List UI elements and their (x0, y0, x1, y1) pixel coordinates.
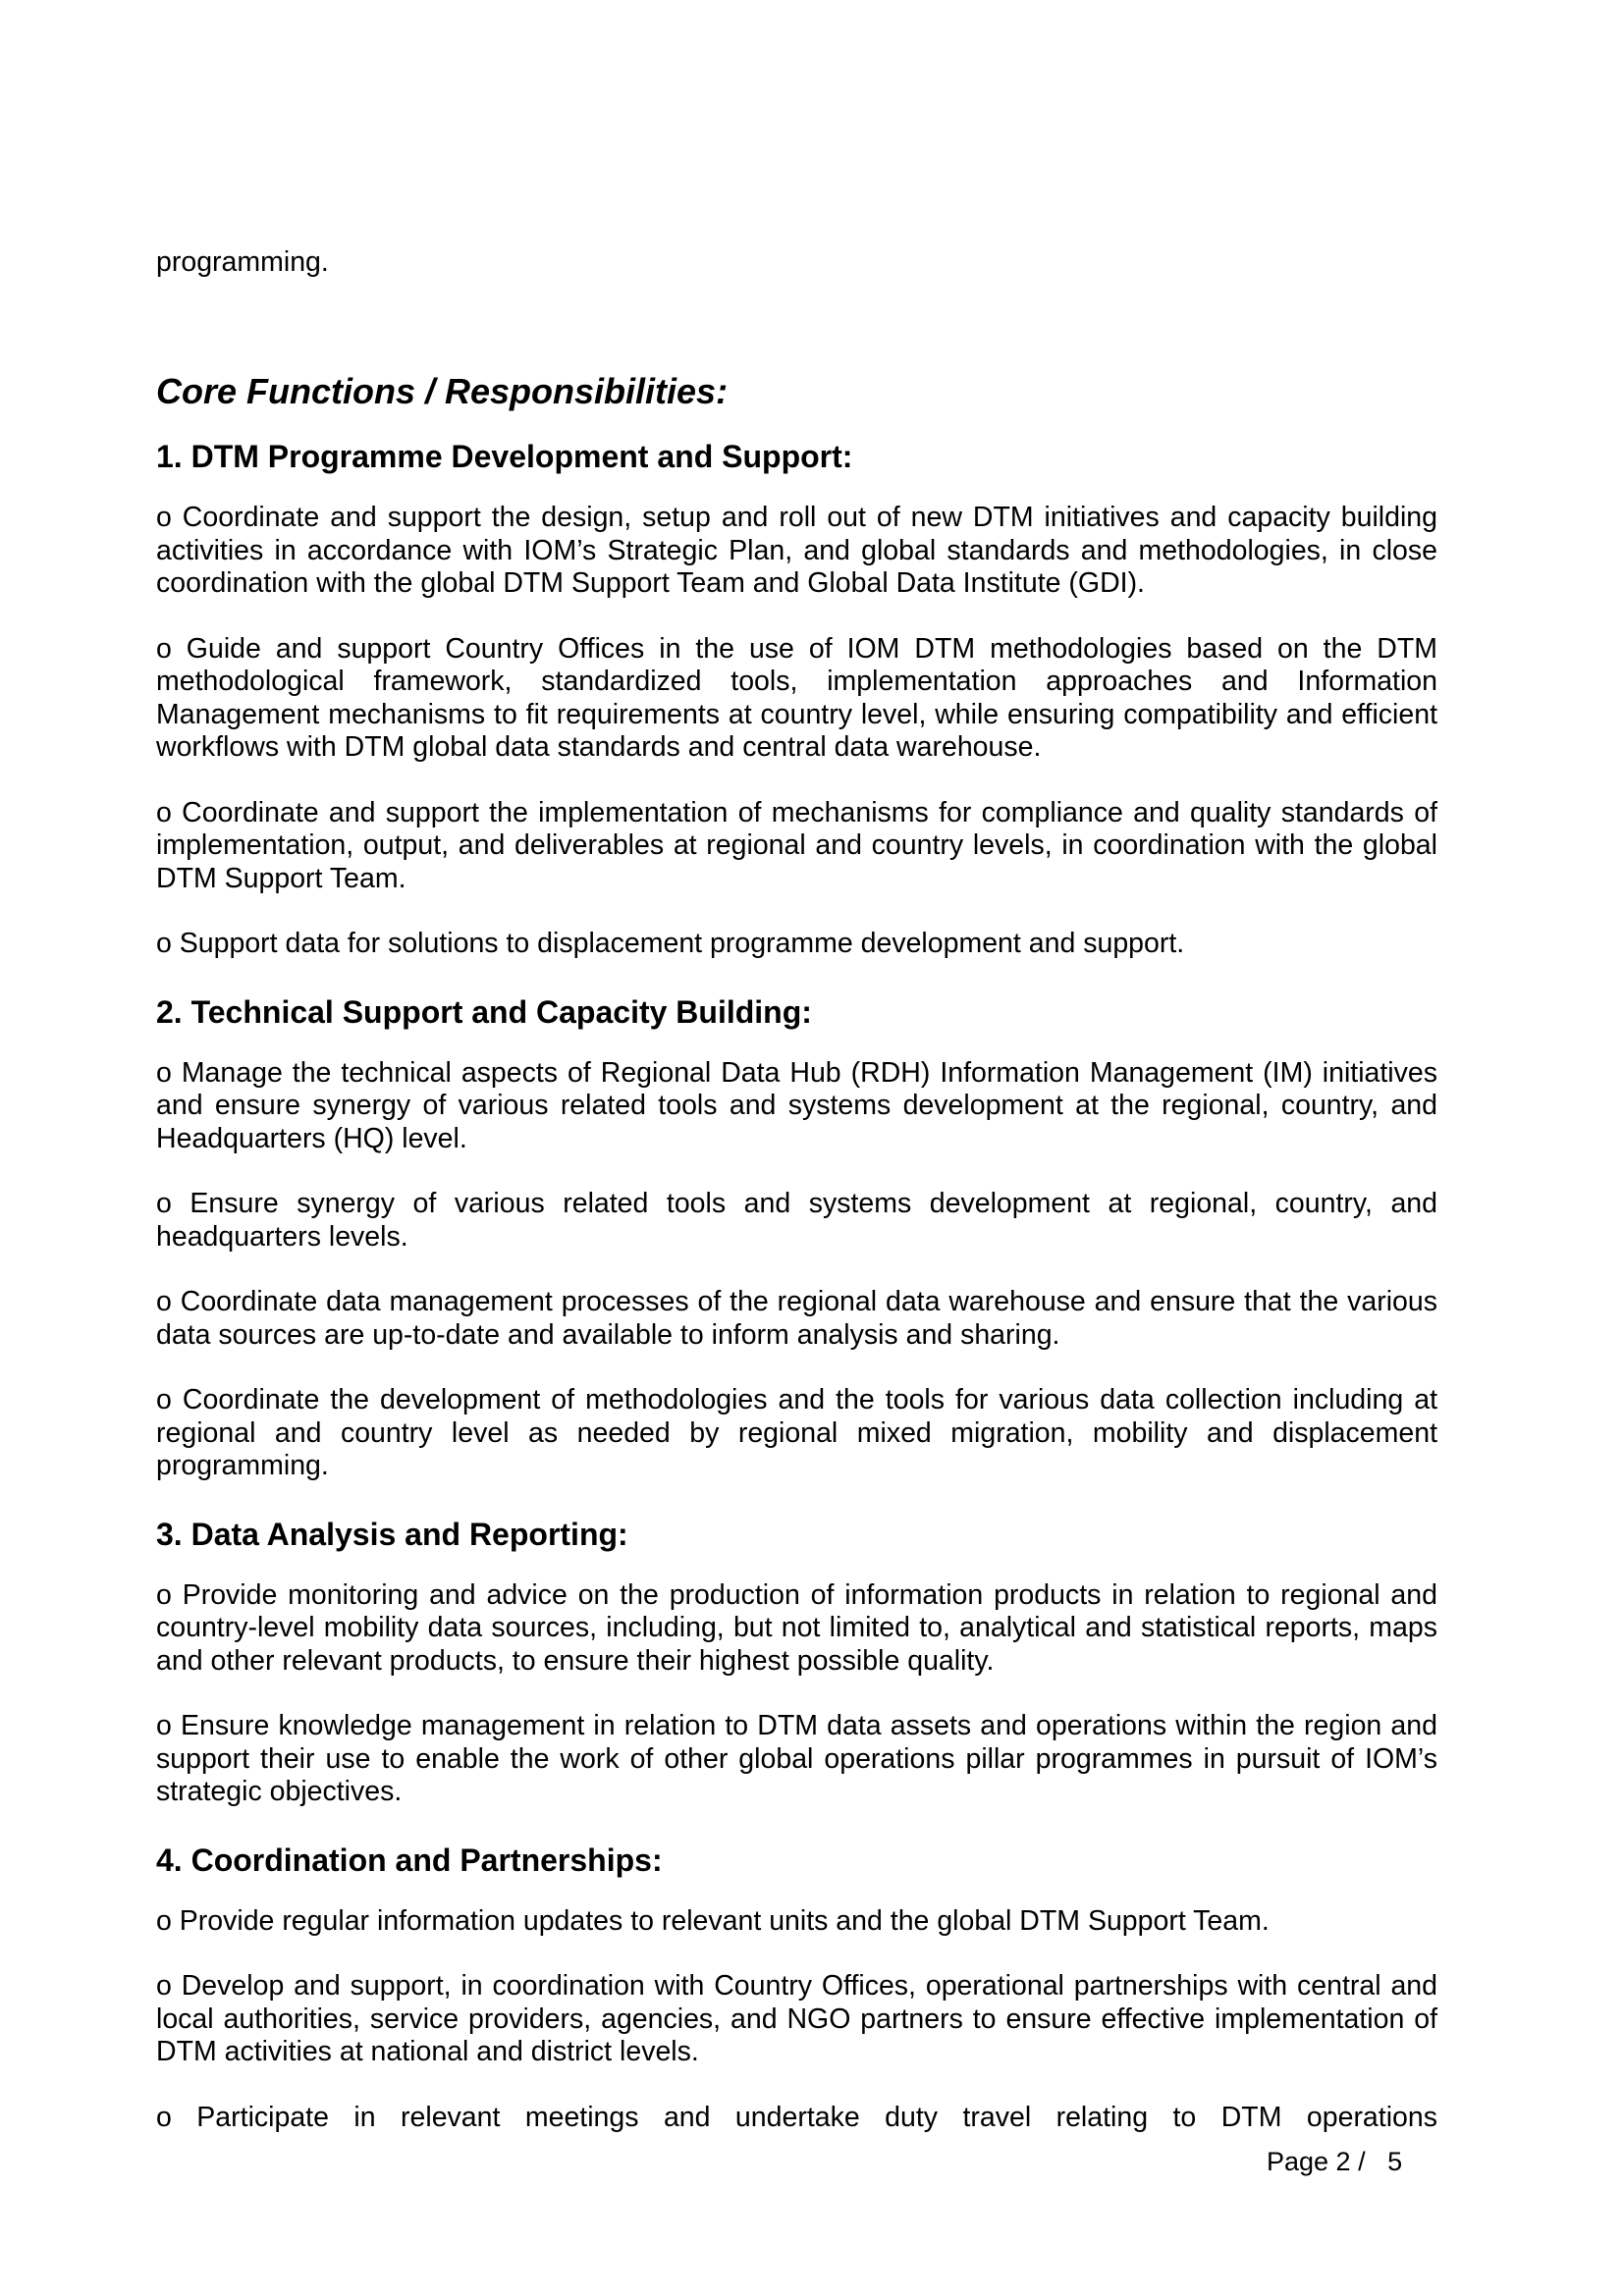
paragraph: o Ensure knowledge management in relation to DTM data assets and operations within the region and support their use to enable the work of other global operations pillar programmes in pursuit of IOM’s strategic objectives. (156, 1710, 1437, 1807)
paragraph: o Develop and support, in coordination with Country Offices, operational partnerships with central and local authorities, service providers, agencies, and NGO partners to ensure effective implementation of DTM activities at national and district levels. (156, 1970, 1437, 2067)
paragraph: o Participate in relevant meetings and undertake duty travel relating to DTM operations (156, 2101, 1437, 2133)
paragraph: o Guide and support Country Offices in the use of IOM DTM methodologies based on the DTM methodological framework, standardized tools, implementation approaches and Information Management mechanisms to fit requirements at country level, while ensuring compatibility and efficient workflows with DTM global data standards and central data warehouse. (156, 632, 1437, 763)
section-title: Core Functions / Responsibilities: (156, 371, 729, 411)
document-body (156, 438, 1437, 2134)
paragraph: o Coordinate and support the implementation of mechanisms for compliance and quality standards of implementation, output, and deliverables at regional and country levels, in coordination with the global DTM Support Team. (156, 796, 1437, 894)
section-heading: 4. Coordination and Partnerships: (156, 1842, 663, 1878)
lead-text: programming. (156, 246, 329, 278)
section-heading: 2. Technical Support and Capacity Building: (156, 993, 812, 1030)
paragraph: o Coordinate data management processes of the regional data warehouse and ensure that the various data sources are up-to-date and available to inform analysis and sharing. (156, 1286, 1437, 1351)
page-number: Page 2 / 5 (1267, 2147, 1403, 2176)
section-heading: 3. Data Analysis and Reporting: (156, 1516, 628, 1552)
paragraph: o Provide regular information updates to relevant units and the global DTM Support Team. (156, 1904, 1270, 1937)
section-technical-support (156, 993, 1437, 1483)
section-programme-development (156, 438, 1437, 961)
paragraph: o Coordinate the development of methodologies and the tools for various data collection including at regional and country level as needed by regional mixed migration, mobility and displacement programming. (156, 1384, 1437, 1481)
paragraph: o Ensure synergy of various related tools and systems development at regional, country, and headquarters levels. (156, 1188, 1437, 1253)
paragraph: o Coordinate and support the design, setup and roll out of new DTM initiatives and capacity building activities in accordance with IOM’s Strategic Plan, and global standards and methodologies, in close coordination with the global DTM Support Team and Global Data Institute (GDI). (156, 502, 1437, 599)
paragraph: o Support data for solutions to displacement programme development and support. (156, 928, 1185, 959)
paragraph: o Manage the technical aspects of Regional Data Hub (RDH) Information Management (IM) initiatives and ensure synergy of various related tools and systems development at the regional, country, and Headquarters (HQ) level. (156, 1056, 1437, 1154)
section-coordination (156, 1842, 1437, 2135)
section-data-analysis (156, 1516, 1437, 1809)
paragraph: o Provide monitoring and advice on the production of information products in relation to regional and country-level mobility data sources, including, but not limited to, analytical and statistical reports, maps and other relevant products, to ensure their highest possible quality. (156, 1578, 1437, 1677)
section-heading: 1. DTM Programme Development and Support: (156, 439, 853, 474)
